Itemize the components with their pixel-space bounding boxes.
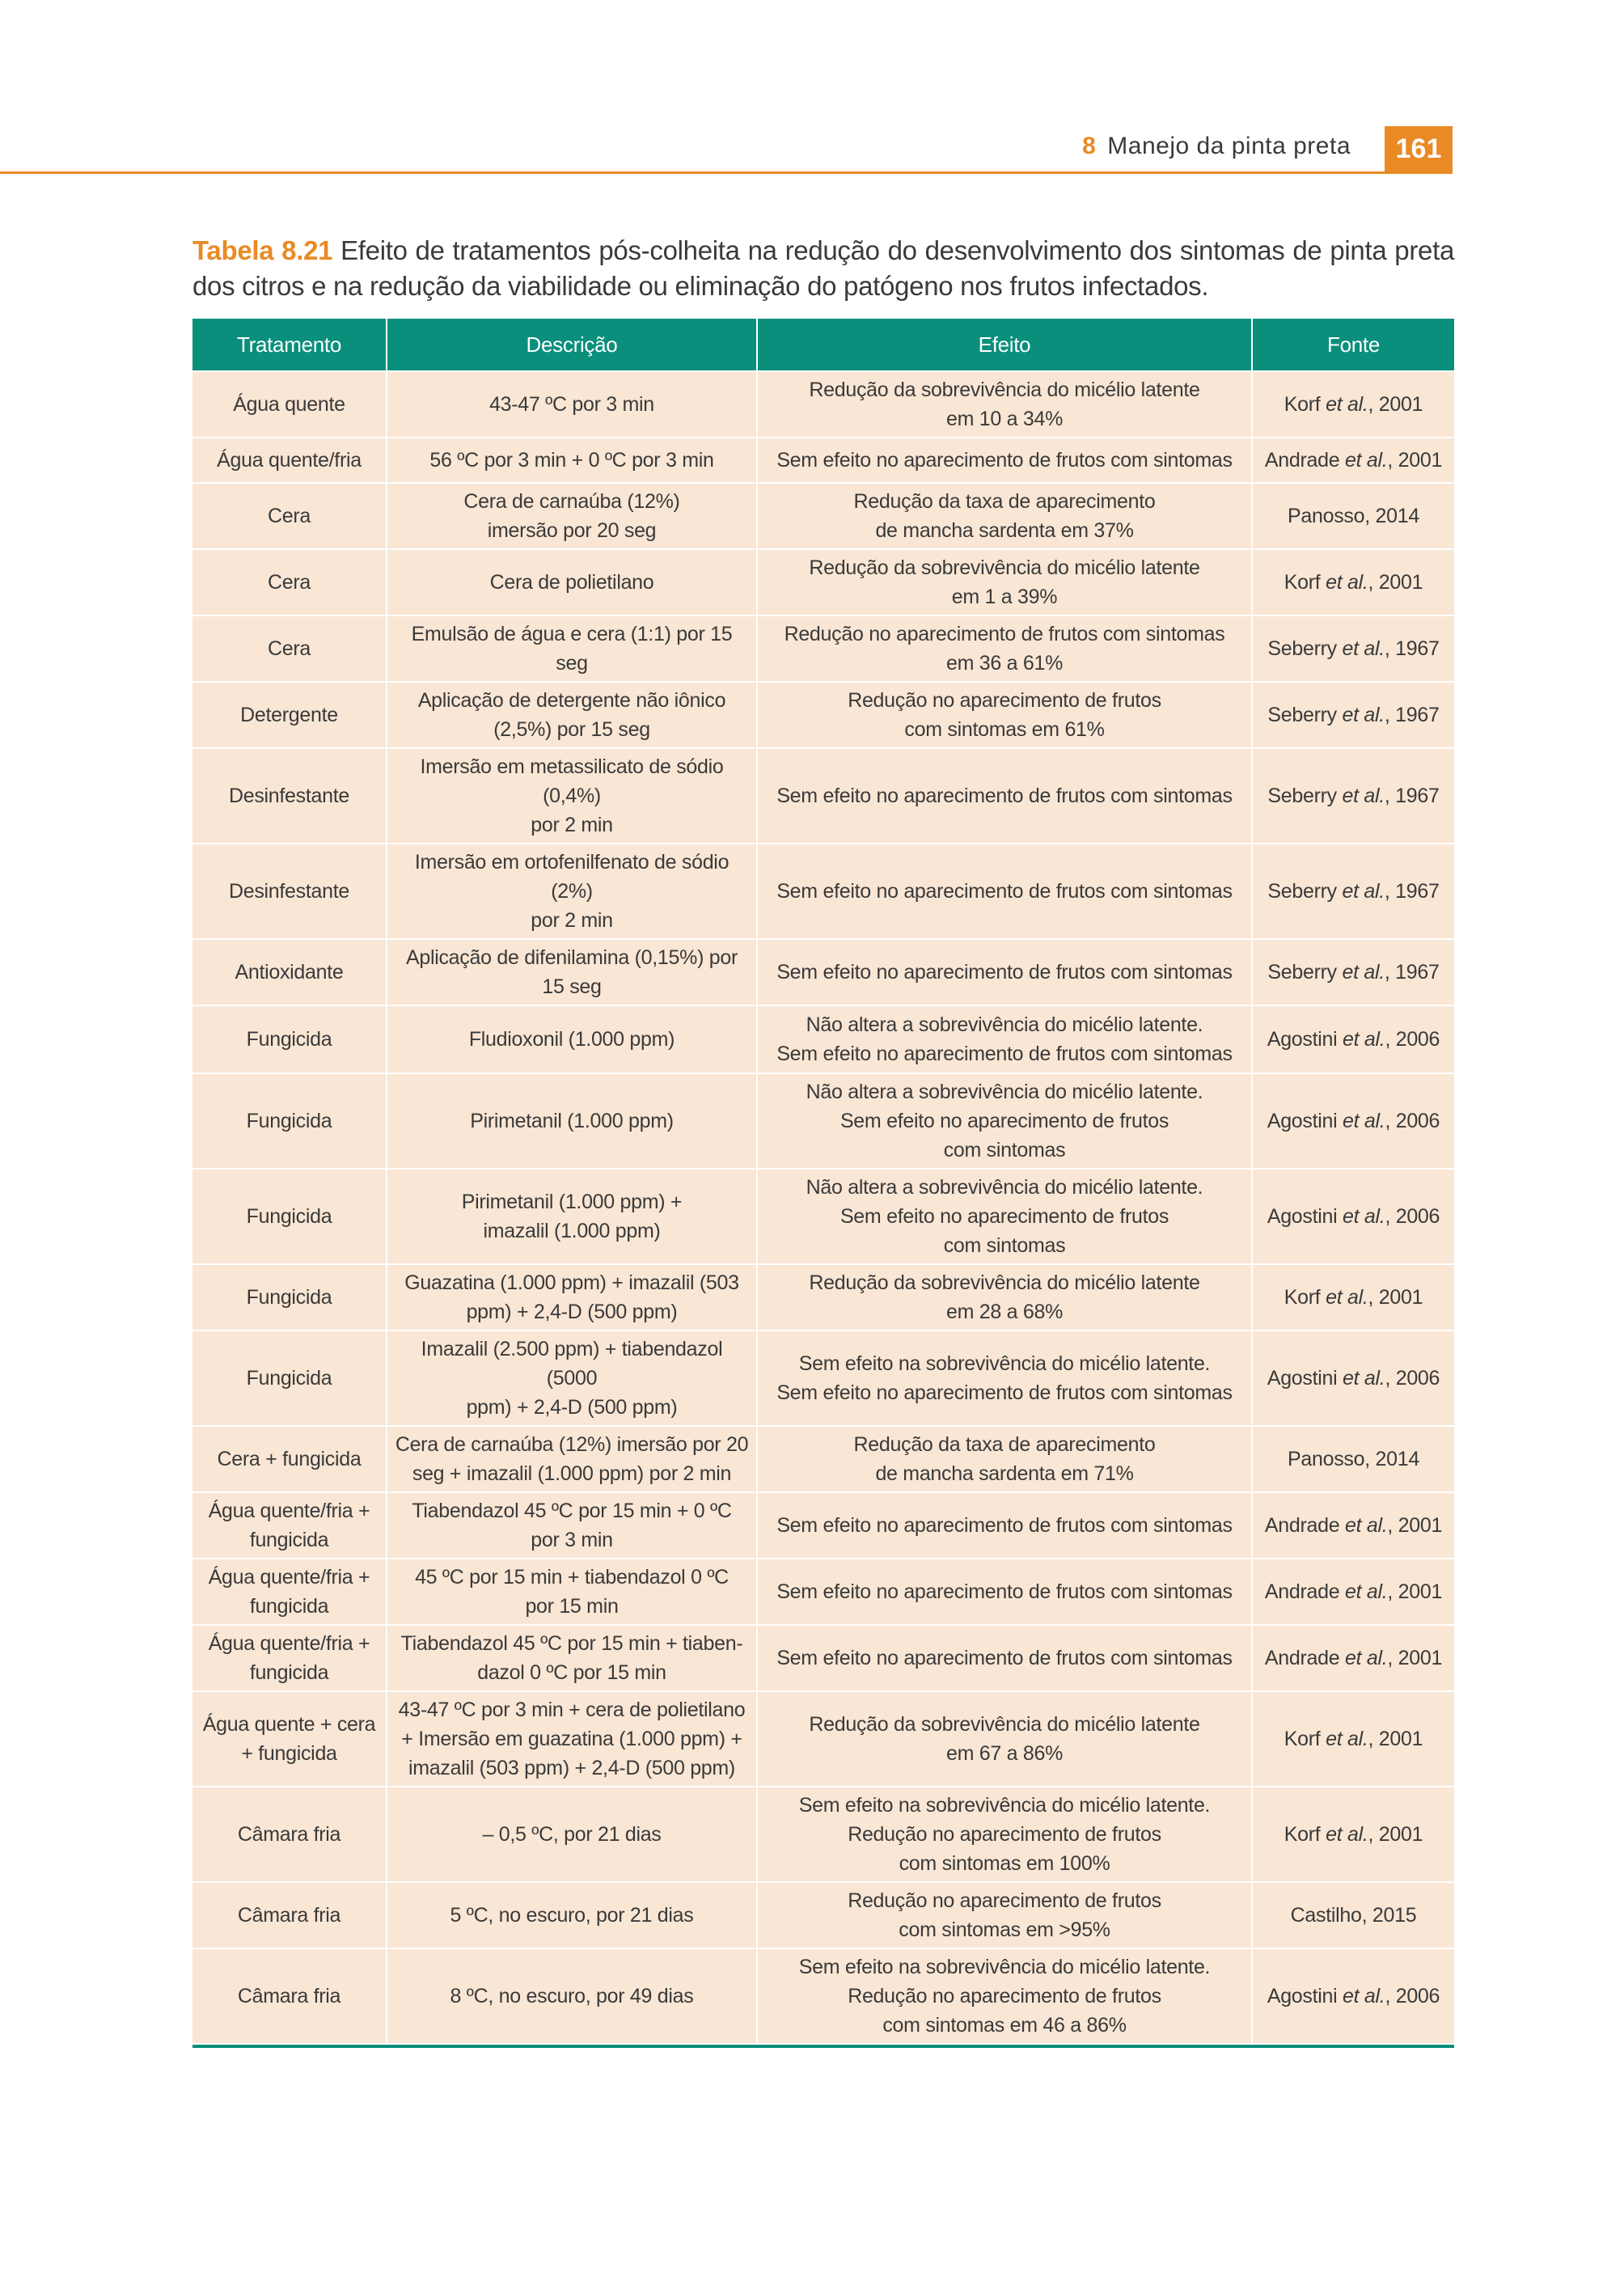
cell-fonte <box>1252 1005 1454 1073</box>
fonte-et-al: et al. <box>1344 1580 1388 1603</box>
fonte-et-al: et al. <box>1343 1367 1385 1390</box>
fonte-year: , 2001 <box>1368 393 1423 416</box>
table-row <box>192 616 1454 682</box>
cell-line: Água quente/fria + <box>208 1632 370 1655</box>
table-row <box>192 682 1454 748</box>
cell-line: Redução da sobrevivência do micélio latente <box>809 556 1200 579</box>
cell-line: Redução no aparecimento de frutos <box>848 689 1161 712</box>
table-row <box>192 1264 1454 1331</box>
cell-fonte <box>1252 1492 1454 1559</box>
cell-line: Guazatina (1.000 ppm) + imazalil (503 <box>404 1271 739 1294</box>
fonte-author: Castilho, 2015 <box>1290 1904 1417 1927</box>
cell-fonte <box>1252 1073 1454 1169</box>
cell-fonte <box>1252 1331 1454 1426</box>
cell-line: Não altera a sobrevivência do micélio latente. <box>806 1081 1203 1103</box>
cell-line: fungicida <box>249 1661 329 1684</box>
cell-line: Fungicida <box>246 1205 332 1228</box>
fonte-author: Agostini <box>1267 1110 1338 1132</box>
fonte-year: , 2001 <box>1387 1580 1443 1603</box>
table-bottom-rule <box>192 2045 1454 2048</box>
cell-line: Redução no aparecimento de frutos com sintomas <box>784 623 1225 645</box>
cell-line: com sintomas em 61% <box>904 718 1105 741</box>
cell-line: Cera <box>268 505 311 527</box>
cell-fonte <box>1252 616 1454 682</box>
cell-line: Não altera a sobrevivência do micélio latente. <box>806 1176 1203 1199</box>
cell-descricao <box>387 1625 757 1691</box>
cell-line: Redução da taxa de aparecimento <box>853 1433 1156 1456</box>
table-row <box>192 939 1454 1005</box>
cell-fonte <box>1252 1882 1454 1948</box>
running-header <box>0 128 1453 173</box>
fonte-author: Korf <box>1284 571 1321 594</box>
cell-line: ppm) + 2,4-D (500 ppm) <box>466 1396 678 1419</box>
cell-line: ppm) + 2,4-D (500 ppm) <box>466 1301 678 1323</box>
cell-descricao <box>387 1787 757 1882</box>
fonte-et-al: et al. <box>1343 1028 1385 1051</box>
cell-line: Pirimetanil (1.000 ppm) + <box>461 1191 683 1213</box>
cell-descricao <box>387 682 757 748</box>
cell-efeito <box>757 549 1252 616</box>
fonte-year: , 2001 <box>1368 1728 1423 1750</box>
cell-line: em 28 a 68% <box>945 1301 1063 1323</box>
cell-line: Emulsão de água e cera (1:1) por 15 seg <box>411 623 733 675</box>
fonte-author: Korf <box>1284 1286 1321 1309</box>
table-row <box>192 844 1454 939</box>
table-row <box>192 748 1454 844</box>
cell-line: Sem efeito no aparecimento de frutos com sintomas <box>776 1043 1233 1065</box>
cell-descricao <box>387 1073 757 1169</box>
fonte-et-al: et al. <box>1342 704 1385 726</box>
cell-line: Sem efeito no aparecimento de frutos <box>839 1110 1169 1132</box>
fonte-author: Andrade <box>1264 1647 1340 1669</box>
cell-efeito <box>757 1073 1252 1169</box>
header-efeito: Efeito <box>757 319 1252 371</box>
cell-efeito <box>757 1492 1252 1559</box>
cell-line: com sintomas em 100% <box>899 1852 1110 1875</box>
cell-descricao <box>387 549 757 616</box>
cell-efeito <box>757 616 1252 682</box>
table-caption <box>192 233 1454 304</box>
cell-line: Cera <box>268 637 311 660</box>
cell-descricao <box>387 616 757 682</box>
cell-tratamento <box>192 1882 387 1948</box>
table-body <box>192 371 1454 2044</box>
cell-line: 15 seg <box>542 975 602 998</box>
cell-line: – 0,5 ºC, por 21 dias <box>482 1823 662 1846</box>
cell-line: Sem efeito na sobrevivência do micélio latente. <box>798 1794 1211 1817</box>
fonte-year: , 2006 <box>1385 1110 1440 1132</box>
cell-descricao <box>387 1005 757 1073</box>
header-descricao: Descrição <box>387 319 757 371</box>
cell-descricao <box>387 1492 757 1559</box>
cell-fonte <box>1252 1691 1454 1787</box>
cell-line: (2,5%) por 15 seg <box>493 718 650 741</box>
treatments-table <box>192 319 1454 2045</box>
cell-line: de mancha sardenta em 71% <box>875 1462 1134 1485</box>
cell-fonte <box>1252 1169 1454 1264</box>
cell-efeito <box>757 1559 1252 1625</box>
cell-efeito <box>757 1264 1252 1331</box>
header-rule <box>0 171 1453 174</box>
cell-efeito <box>757 371 1252 438</box>
cell-line: Pirimetanil (1.000 ppm) <box>470 1110 674 1132</box>
fonte-author: Andrade <box>1264 449 1340 472</box>
cell-tratamento <box>192 1264 387 1331</box>
cell-line: imersão por 20 seg <box>487 519 657 542</box>
table-row <box>192 438 1454 483</box>
cell-line: Cera de carnaúba (12%) imersão por 20 <box>395 1433 749 1456</box>
cell-line: por 3 min <box>531 1529 613 1551</box>
cell-tratamento <box>192 1559 387 1625</box>
table-header-row <box>192 319 1454 371</box>
fonte-author: Seberry <box>1267 785 1337 807</box>
chapter-heading <box>1082 133 1351 160</box>
cell-line: Sem efeito no aparecimento de frutos com sintomas <box>776 1580 1233 1603</box>
table-row <box>192 371 1454 438</box>
cell-efeito <box>757 1691 1252 1787</box>
fonte-author: Agostini <box>1267 1028 1338 1051</box>
cell-line: Sem efeito na sobrevivência do micélio latente. <box>798 1352 1211 1375</box>
cell-fonte <box>1252 682 1454 748</box>
cell-line: + fungicida <box>241 1742 337 1765</box>
fonte-et-al: et al. <box>1344 1514 1388 1537</box>
header-fonte: Fonte <box>1252 319 1454 371</box>
cell-tratamento <box>192 483 387 549</box>
table-row <box>192 1559 1454 1625</box>
fonte-author: Seberry <box>1267 637 1337 660</box>
fonte-et-al: et al. <box>1343 1205 1385 1228</box>
cell-efeito <box>757 1625 1252 1691</box>
fonte-et-al: et al. <box>1326 393 1368 416</box>
fonte-year: , 1967 <box>1384 785 1440 807</box>
cell-line: Sem efeito no aparecimento de frutos com sintomas <box>776 1647 1233 1669</box>
cell-tratamento <box>192 682 387 748</box>
cell-descricao <box>387 1948 757 2044</box>
cell-line: 43-47 ºC por 3 min + cera de polietilano <box>398 1699 746 1721</box>
cell-line: Redução no aparecimento de frutos <box>848 1985 1161 2007</box>
cell-efeito <box>757 438 1252 483</box>
cell-line: Sem efeito no aparecimento de frutos com sintomas <box>776 449 1233 472</box>
fonte-et-al: et al. <box>1326 1286 1368 1309</box>
cell-descricao <box>387 1264 757 1331</box>
cell-tratamento <box>192 748 387 844</box>
fonte-et-al: et al. <box>1342 880 1385 903</box>
fonte-year: , 2001 <box>1387 449 1443 472</box>
cell-descricao <box>387 844 757 939</box>
cell-line: Redução no aparecimento de frutos <box>848 1823 1161 1846</box>
cell-fonte <box>1252 844 1454 939</box>
cell-line: Imazalil (2.500 ppm) + tiabendazol (5000 <box>421 1338 723 1390</box>
table-row <box>192 1426 1454 1492</box>
cell-line: em 1 a 39% <box>951 586 1058 608</box>
cell-line: Tiabendazol 45 ºC por 15 min + 0 ºC <box>412 1500 732 1522</box>
cell-tratamento <box>192 1492 387 1559</box>
cell-efeito <box>757 1787 1252 1882</box>
fonte-et-al: et al. <box>1343 1110 1385 1132</box>
cell-descricao <box>387 438 757 483</box>
fonte-author: Panosso, 2014 <box>1288 1448 1419 1470</box>
cell-line: em 67 a 86% <box>945 1742 1063 1765</box>
cell-line: Fungicida <box>246 1110 332 1132</box>
cell-efeito <box>757 748 1252 844</box>
cell-line: Redução da sobrevivência do micélio latente <box>809 1271 1200 1294</box>
fonte-author: Seberry <box>1267 961 1337 984</box>
table-row <box>192 1073 1454 1169</box>
cell-tratamento <box>192 549 387 616</box>
cell-fonte <box>1252 748 1454 844</box>
cell-tratamento <box>192 1426 387 1492</box>
fonte-et-al: et al. <box>1344 449 1388 472</box>
table-row <box>192 1691 1454 1787</box>
cell-efeito <box>757 1426 1252 1492</box>
cell-line: 5 ºC, no escuro, por 21 dias <box>450 1904 694 1927</box>
cell-tratamento <box>192 939 387 1005</box>
cell-efeito <box>757 682 1252 748</box>
page-number: 161 <box>1385 126 1453 171</box>
fonte-year: , 2006 <box>1385 1205 1440 1228</box>
fonte-author: Panosso, 2014 <box>1288 505 1419 527</box>
fonte-year: , 2006 <box>1385 1028 1440 1051</box>
fonte-et-al: et al. <box>1342 637 1385 660</box>
cell-line: Redução da sobrevivência do micélio latente <box>809 379 1200 401</box>
cell-line: 8 ºC, no escuro, por 49 dias <box>450 1985 694 2007</box>
cell-efeito <box>757 939 1252 1005</box>
fonte-et-al: et al. <box>1342 961 1385 984</box>
cell-descricao <box>387 1169 757 1264</box>
fonte-author: Agostini <box>1267 1367 1338 1390</box>
cell-fonte <box>1252 438 1454 483</box>
table-row <box>192 1882 1454 1948</box>
fonte-year: , 2006 <box>1385 1985 1440 2007</box>
cell-tratamento <box>192 1787 387 1882</box>
cell-line: + Imersão em guazatina (1.000 ppm) + <box>401 1728 742 1750</box>
table-row <box>192 1948 1454 2044</box>
cell-fonte <box>1252 1948 1454 2044</box>
fonte-year: , 2001 <box>1387 1514 1443 1537</box>
table-row <box>192 1492 1454 1559</box>
cell-line: com sintomas em 46 a 86% <box>882 2014 1127 2037</box>
cell-fonte <box>1252 1559 1454 1625</box>
cell-line: fungicida <box>249 1529 329 1551</box>
fonte-year: , 1967 <box>1384 704 1440 726</box>
cell-tratamento <box>192 1948 387 2044</box>
cell-tratamento <box>192 1005 387 1073</box>
table-label: Tabela 8.21 <box>192 235 333 265</box>
cell-line: Cera de polietilano <box>489 571 654 594</box>
cell-line: Aplicação de detergente não iônico <box>417 689 726 712</box>
cell-descricao <box>387 1426 757 1492</box>
cell-line: Fungicida <box>246 1028 332 1051</box>
cell-tratamento <box>192 844 387 939</box>
cell-fonte <box>1252 1264 1454 1331</box>
cell-line: Redução da sobrevivência do micélio latente <box>809 1713 1200 1736</box>
cell-descricao <box>387 483 757 549</box>
cell-tratamento <box>192 1691 387 1787</box>
fonte-et-al: et al. <box>1343 1985 1385 2007</box>
cell-tratamento <box>192 616 387 682</box>
cell-line: dazol 0 ºC por 15 min <box>477 1661 666 1684</box>
cell-line: Imersão em metassilicato de sódio (0,4%) <box>420 755 724 807</box>
cell-tratamento <box>192 1625 387 1691</box>
cell-line: Câmara fria <box>237 1823 341 1846</box>
cell-tratamento <box>192 1073 387 1169</box>
cell-line: Redução da taxa de aparecimento <box>853 490 1156 513</box>
fonte-et-al: et al. <box>1344 1647 1388 1669</box>
cell-line: em 10 a 34% <box>945 408 1063 430</box>
fonte-year: , 2001 <box>1368 571 1423 594</box>
fonte-author: Korf <box>1284 1823 1321 1846</box>
cell-fonte <box>1252 939 1454 1005</box>
cell-descricao <box>387 1691 757 1787</box>
fonte-et-al: et al. <box>1326 1823 1368 1846</box>
cell-descricao <box>387 371 757 438</box>
cell-line: Desinfestante <box>229 880 349 903</box>
table-row <box>192 1331 1454 1426</box>
cell-line: fungicida <box>249 1595 329 1618</box>
cell-efeito <box>757 1882 1252 1948</box>
cell-line: Fludioxonil (1.000 ppm) <box>468 1028 675 1051</box>
cell-tratamento <box>192 371 387 438</box>
cell-line: 43-47 ºC por 3 min <box>489 393 654 416</box>
cell-descricao <box>387 1559 757 1625</box>
cell-efeito <box>757 1331 1252 1426</box>
cell-efeito <box>757 844 1252 939</box>
cell-line: Sem efeito no aparecimento de frutos com sintomas <box>776 1514 1233 1537</box>
fonte-year: , 2001 <box>1368 1823 1423 1846</box>
cell-efeito <box>757 1948 1252 2044</box>
cell-line: Redução no aparecimento de frutos <box>848 1889 1161 1912</box>
cell-line: Água quente/fria + <box>208 1500 370 1522</box>
cell-line: em 36 a 61% <box>945 652 1063 675</box>
caption-text: Efeito de tratamentos pós-colheita na redução do desenvolvimento dos sintomas de pinta preta dos citros e na redução da viabilidade ou eliminação do patógeno nos frutos infectados. <box>192 235 1454 301</box>
cell-line: com sintomas em >95% <box>899 1919 1110 1941</box>
cell-line: Água quente/fria <box>217 449 362 472</box>
fonte-author: Agostini <box>1267 1985 1338 2007</box>
fonte-et-al: et al. <box>1326 1728 1368 1750</box>
cell-line: com sintomas <box>943 1234 1066 1257</box>
cell-line: Água quente + cera <box>202 1713 376 1736</box>
cell-line: imazalil (503 ppm) + 2,4-D (500 ppm) <box>408 1757 735 1779</box>
cell-descricao <box>387 1882 757 1948</box>
cell-descricao <box>387 1331 757 1426</box>
fonte-author: Agostini <box>1267 1205 1338 1228</box>
cell-fonte <box>1252 549 1454 616</box>
cell-line: Cera <box>268 571 311 594</box>
cell-tratamento <box>192 438 387 483</box>
cell-descricao <box>387 939 757 1005</box>
cell-line: Câmara fria <box>237 1904 341 1927</box>
cell-line: Cera + fungicida <box>217 1448 362 1470</box>
table-row <box>192 1005 1454 1073</box>
cell-efeito <box>757 1005 1252 1073</box>
cell-line: de mancha sardenta em 37% <box>875 519 1134 542</box>
fonte-year: , 1967 <box>1384 961 1440 984</box>
cell-descricao <box>387 748 757 844</box>
cell-line: Antioxidante <box>235 961 344 984</box>
cell-line: imazalil (1.000 ppm) <box>483 1220 661 1242</box>
cell-line: Aplicação de difenilamina (0,15%) por <box>406 946 738 969</box>
fonte-year: , 2001 <box>1387 1647 1443 1669</box>
cell-line: seg + imazalil (1.000 ppm) por 2 min <box>412 1462 732 1485</box>
cell-line: Sem efeito na sobrevivência do micélio latente. <box>798 1956 1211 1978</box>
cell-line: Sem efeito no aparecimento de frutos com sintomas <box>776 961 1233 984</box>
chapter-title: Manejo da pinta preta <box>1107 133 1351 159</box>
cell-line: Sem efeito no aparecimento de frutos com sintomas <box>776 1381 1233 1404</box>
table-row <box>192 483 1454 549</box>
cell-line: 56 ºC por 3 min + 0 ºC por 3 min <box>429 449 714 472</box>
fonte-year: , 2001 <box>1368 1286 1423 1309</box>
fonte-author: Andrade <box>1264 1514 1340 1537</box>
cell-line: Sem efeito no aparecimento de frutos com sintomas <box>776 785 1233 807</box>
fonte-year: , 1967 <box>1384 637 1440 660</box>
cell-tratamento <box>192 1169 387 1264</box>
cell-line: Sem efeito no aparecimento de frutos <box>839 1205 1169 1228</box>
fonte-author: Seberry <box>1267 704 1337 726</box>
cell-line: Água quente/fria + <box>208 1566 370 1589</box>
fonte-year: , 2006 <box>1385 1367 1440 1390</box>
cell-tratamento <box>192 1331 387 1426</box>
cell-line: Fungicida <box>246 1286 332 1309</box>
cell-line: por 15 min <box>525 1595 619 1618</box>
cell-efeito <box>757 1169 1252 1264</box>
cell-line: por 2 min <box>531 814 613 836</box>
cell-line: Cera de carnaúba (12%) <box>463 490 680 513</box>
cell-line: por 2 min <box>531 909 613 932</box>
header-tratamento: Tratamento <box>192 319 387 371</box>
cell-line: com sintomas <box>943 1139 1066 1161</box>
cell-line: Sem efeito no aparecimento de frutos com sintomas <box>776 880 1233 903</box>
fonte-author: Seberry <box>1267 880 1337 903</box>
cell-fonte <box>1252 1426 1454 1492</box>
fonte-author: Korf <box>1284 1728 1321 1750</box>
table-row <box>192 1169 1454 1264</box>
cell-line: Tiabendazol 45 ºC por 15 min + tiaben- <box>400 1632 743 1655</box>
cell-line: Câmara fria <box>237 1985 341 2007</box>
table-row <box>192 1625 1454 1691</box>
cell-line: Fungicida <box>246 1367 332 1390</box>
cell-fonte <box>1252 371 1454 438</box>
cell-line: 45 ºC por 15 min + tiabendazol 0 ºC <box>415 1566 729 1589</box>
fonte-author: Korf <box>1284 393 1321 416</box>
cell-efeito <box>757 483 1252 549</box>
table-row <box>192 549 1454 616</box>
cell-fonte <box>1252 483 1454 549</box>
fonte-year: , 1967 <box>1384 880 1440 903</box>
cell-line: Não altera a sobrevivência do micélio latente. <box>806 1013 1203 1036</box>
fonte-author: Andrade <box>1264 1580 1340 1603</box>
table-row <box>192 1787 1454 1882</box>
cell-line: Detergente <box>240 704 338 726</box>
cell-fonte <box>1252 1787 1454 1882</box>
chapter-number: 8 <box>1082 133 1097 159</box>
cell-line: Desinfestante <box>229 785 349 807</box>
cell-line: Imersão em ortofenilfenato de sódio (2%) <box>414 851 730 903</box>
fonte-et-al: et al. <box>1326 571 1368 594</box>
cell-fonte <box>1252 1625 1454 1691</box>
cell-line: Água quente <box>233 393 345 416</box>
fonte-et-al: et al. <box>1342 785 1385 807</box>
